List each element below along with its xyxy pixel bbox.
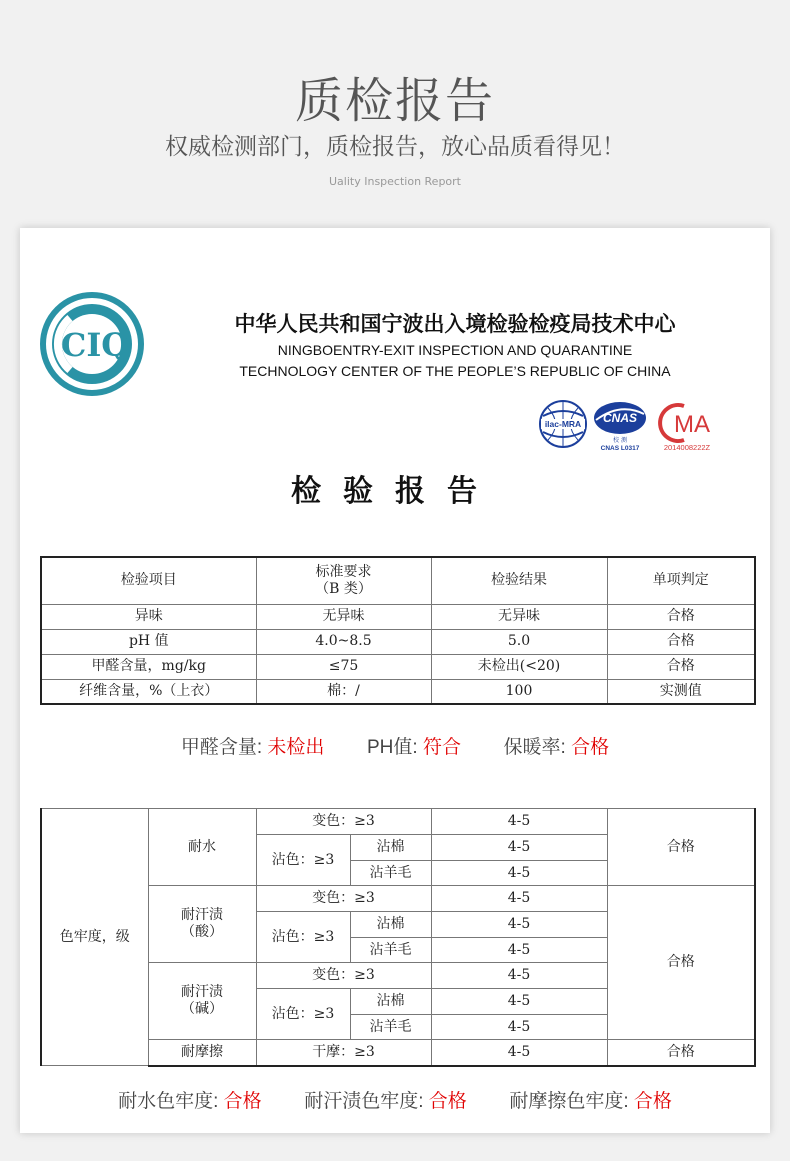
summary-label: 耐摩擦色牢度: xyxy=(509,1091,629,1112)
table-cell: 无异味 xyxy=(431,604,607,629)
table-cell: 沾羊毛 xyxy=(350,1015,431,1040)
summary-label: 甲醛含量: xyxy=(180,737,263,758)
grade-cell: 4-5 xyxy=(431,886,607,912)
table-cell: 棉：/ xyxy=(256,679,431,704)
table-row xyxy=(41,1040,755,1066)
ciq-logo xyxy=(40,292,144,396)
summary-value: 符合 xyxy=(422,737,461,758)
grade-cell: 4-5 xyxy=(431,963,607,989)
table-cell: 无异味 xyxy=(256,604,431,629)
page-english-caption: Uality Inspection Report xyxy=(329,175,461,188)
header-cell: 单项判定 xyxy=(607,557,755,604)
grade-cell: 4-5 xyxy=(431,938,607,963)
ilac-mra-mark xyxy=(538,398,588,454)
summary-label: 保暖率: xyxy=(503,737,566,758)
table-cell: 甲醛含量，mg/kg xyxy=(41,654,256,679)
category-cell: 色牢度，级 xyxy=(41,809,148,1066)
grade-cell: 4-5 xyxy=(431,912,607,938)
svg-text:MA: MA xyxy=(674,411,710,438)
table-cell: 合格 xyxy=(607,629,755,654)
table-cell: 未检出(<20) xyxy=(431,654,607,679)
inspection-table xyxy=(40,556,756,705)
table-row xyxy=(41,654,755,679)
test-cell: 耐汗渍 （碱） xyxy=(148,963,256,1040)
summary-label: PH值: xyxy=(367,737,418,758)
table-row xyxy=(41,629,755,654)
summary-line-fastness xyxy=(20,1086,770,1113)
svg-text:校 测: 校 测 xyxy=(613,437,627,444)
header-cell: 检验结果 xyxy=(431,557,607,604)
table-cell: 沾色：≥3 xyxy=(256,989,350,1040)
grade-cell: 4-5 xyxy=(431,835,607,861)
page-title: 质检报告 xyxy=(294,73,495,129)
summary-value: 未检出 xyxy=(267,737,325,758)
header-cell: 检验项目 xyxy=(41,557,256,604)
summary-label: 耐水色牢度: xyxy=(118,1091,219,1112)
table-cell: 沾棉 xyxy=(350,912,431,938)
table-cell: 变色：≥3 xyxy=(256,886,431,912)
table-row xyxy=(41,679,755,704)
summary-value: 合格 xyxy=(223,1091,262,1112)
page-subtitle: 权威检测部门，质检报告，放心品质看得见！ xyxy=(165,134,625,160)
test-cell: 耐汗渍 （酸） xyxy=(148,886,256,963)
table-cell: 纤维含量，%（上衣） xyxy=(41,679,256,704)
svg-text:2014008222Z: 2014008222Z xyxy=(663,443,711,452)
grade-cell: 4-5 xyxy=(431,989,607,1015)
table-cell: 干摩：≥3 xyxy=(256,1040,431,1066)
cnas-mark xyxy=(590,398,650,454)
table-cell: 变色：≥3 xyxy=(256,963,431,989)
verdict-cell: 合格 xyxy=(607,1040,755,1066)
logo-letters: CIQ xyxy=(60,326,130,364)
grade-cell: 4-5 xyxy=(431,1015,607,1040)
table-row xyxy=(41,886,755,912)
table-cell: 沾色：≥3 xyxy=(256,835,350,886)
table-cell: pH 值 xyxy=(41,629,256,654)
summary-value: 合格 xyxy=(428,1091,467,1112)
table-cell: 4.0~8.5 xyxy=(256,629,431,654)
grade-cell: 4-5 xyxy=(431,1040,607,1066)
summary-label: 耐汗渍色牢度: xyxy=(304,1091,424,1112)
svg-text:CNAS L0317: CNAS L0317 xyxy=(600,445,640,452)
org-name-en-line1: NINGBOENTRY-EXIT INSPECTION AND QUARANTINE xyxy=(277,342,633,358)
org-name-cn: 中华人民共和国宁波出入境检验检疫局技术中心 xyxy=(234,311,676,336)
table-cell: 100 xyxy=(431,679,607,704)
table-cell: ≤75 xyxy=(256,654,431,679)
table-cell: 5.0 xyxy=(431,629,607,654)
table-cell: 沾色：≥3 xyxy=(256,912,350,963)
table-cell: 沾棉 xyxy=(350,989,431,1015)
cma-mark xyxy=(654,398,720,454)
table-cell: 实测值 xyxy=(607,679,755,704)
table-row xyxy=(41,809,755,835)
table-cell: 沾棉 xyxy=(350,835,431,861)
verdict-cell: 合格 xyxy=(607,809,755,886)
grade-cell: 4-5 xyxy=(431,861,607,886)
table-row xyxy=(41,604,755,629)
report-document xyxy=(20,228,770,1133)
verdict-cell: 合格 xyxy=(607,886,755,1040)
svg-text:CNAS: CNAS xyxy=(602,411,638,425)
org-name-en-line2: TECHNOLOGY CENTER OF THE PEOPLE’S REPUBLIC OF CHINA xyxy=(239,363,671,379)
summary-line-chemical xyxy=(20,732,770,759)
grade-cell: 4-5 xyxy=(431,809,607,835)
table-cell: 沾羊毛 xyxy=(350,938,431,963)
summary-value: 合格 xyxy=(633,1091,672,1112)
report-title: 检验报告 xyxy=(291,474,499,509)
table-cell: 合格 xyxy=(607,654,755,679)
header-cell: 标准要求 （B 类） xyxy=(256,557,431,604)
summary-value: 合格 xyxy=(571,737,610,758)
table-cell: 异味 xyxy=(41,604,256,629)
table-cell: 变色：≥3 xyxy=(256,809,431,835)
table-header-row xyxy=(41,557,755,604)
color-fastness-table xyxy=(40,808,756,1067)
test-cell: 耐水 xyxy=(148,809,256,886)
svg-text:ilac-MRA: ilac-MRA xyxy=(544,419,582,429)
table-cell: 合格 xyxy=(607,604,755,629)
test-cell: 耐摩擦 xyxy=(148,1040,256,1066)
table-cell: 沾羊毛 xyxy=(350,861,431,886)
